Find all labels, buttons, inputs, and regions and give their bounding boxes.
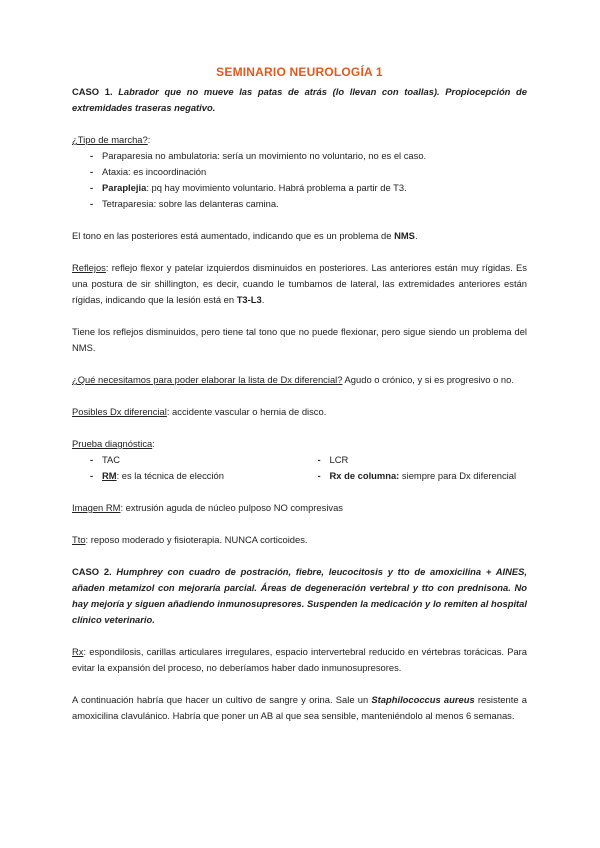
list-item: - Ataxia: es incoordinación bbox=[72, 164, 527, 180]
reflejos-label: Reflejos bbox=[72, 262, 106, 273]
list-item: - Rx de columna: siempre para Dx diferencial bbox=[300, 468, 528, 484]
list-item: - TAC bbox=[72, 452, 300, 468]
reflejos2-paragraph: Tiene los reflejos disminuidos, pero tiene tal tono que no puede flexionar, pero sigue siendo un problema del NMS. bbox=[72, 326, 527, 353]
caso2-label: CASO 2. bbox=[72, 566, 112, 577]
caso2-paragraph bbox=[72, 564, 527, 628]
caso2-desc: Humphrey con cuadro de postración, fiebre, leucocitosis y tto de amoxicilina + AINES, añaden metamizol con mejoraría parcial. Áreas de degeneración vertebral y tto con prednisona. No hay mejoría y siguen añadiendo inmunosupresores. Suspenden la medicación y lo remiten al hospital clínico veterinario. bbox=[72, 566, 527, 625]
dx-paragraph: Posibles Dx diferencial: accidente vascular o hernia de disco. bbox=[72, 406, 327, 417]
rx-paragraph: Rx: espondilosis, carillas articulares irregulares, espacio intervertebral reducido en vértebras torácicas. Para evitar la expansión del proceso, no deberíamos haber dado inmunosupresores. bbox=[72, 646, 527, 673]
prueba-heading: Prueba diagnóstica bbox=[72, 438, 153, 449]
list-item: - RM: es la técnica de elección bbox=[72, 468, 300, 484]
marcha-heading-line: ¿Tipo de marcha?: bbox=[72, 134, 151, 145]
marcha-heading: ¿Tipo de marcha? bbox=[72, 134, 148, 145]
list-item: - LCR bbox=[300, 452, 528, 468]
caso1-paragraph bbox=[72, 84, 527, 116]
page-title: SEMINARIO NEUROLOGÍA 1 bbox=[216, 65, 383, 79]
list-item: - Paraplejia: pq hay movimiento voluntario. Habrá problema a partir de T3. bbox=[72, 180, 527, 196]
caso1-desc: Labrador que no mueve las patas de atrás (lo llevan con toallas). Propiocepción de extremidades traseras negativo. bbox=[72, 86, 527, 113]
tono-paragraph: El tono en las posteriores está aumentado, indicando que es un problema de NMS. bbox=[72, 230, 418, 241]
dx-question-paragraph: ¿Qué necesitamos para poder elaborar la lista de Dx diferencial? Agudo o crónico, y si es progresivo o no. bbox=[72, 374, 514, 385]
document-page bbox=[72, 64, 527, 724]
cultivo-paragraph: A continuación habría que hacer un cultivo de sangre y orina. Sale un Staphilococcus aureus resistente a amoxicilina clavulánico. Habría que poner un AB al que sea sensible, manteniéndolo al menos 6 semanas. bbox=[72, 694, 527, 721]
reflejos-paragraph: Reflejos: reflejo flexor y patelar izquierdos disminuidos en posteriores. Las anteriores están muy rígidas. Es una postura de sir shillington, es decir, cuando le tumbamos de lateral, las extremidades anteriores están rígidas, indicando que la lesión está en T3-L3. bbox=[72, 262, 527, 305]
list-item: - Tetraparesia: sobre las delanteras camina. bbox=[72, 196, 527, 212]
list-item: - Paraparesia no ambulatoria: sería un movimiento no voluntario, no es el caso. bbox=[72, 148, 527, 164]
tto-paragraph: Tto: reposo moderado y fisioterapia. NUNCA corticoides. bbox=[72, 534, 308, 545]
marcha-list bbox=[72, 148, 527, 212]
prueba-columns bbox=[72, 452, 527, 484]
imagen-paragraph: Imagen RM: extrusión aguda de núcleo pulposo NO compresivas bbox=[72, 502, 343, 513]
prueba-heading-line: Prueba diagnóstica: bbox=[72, 438, 155, 449]
caso1-label: CASO 1. bbox=[72, 86, 113, 97]
